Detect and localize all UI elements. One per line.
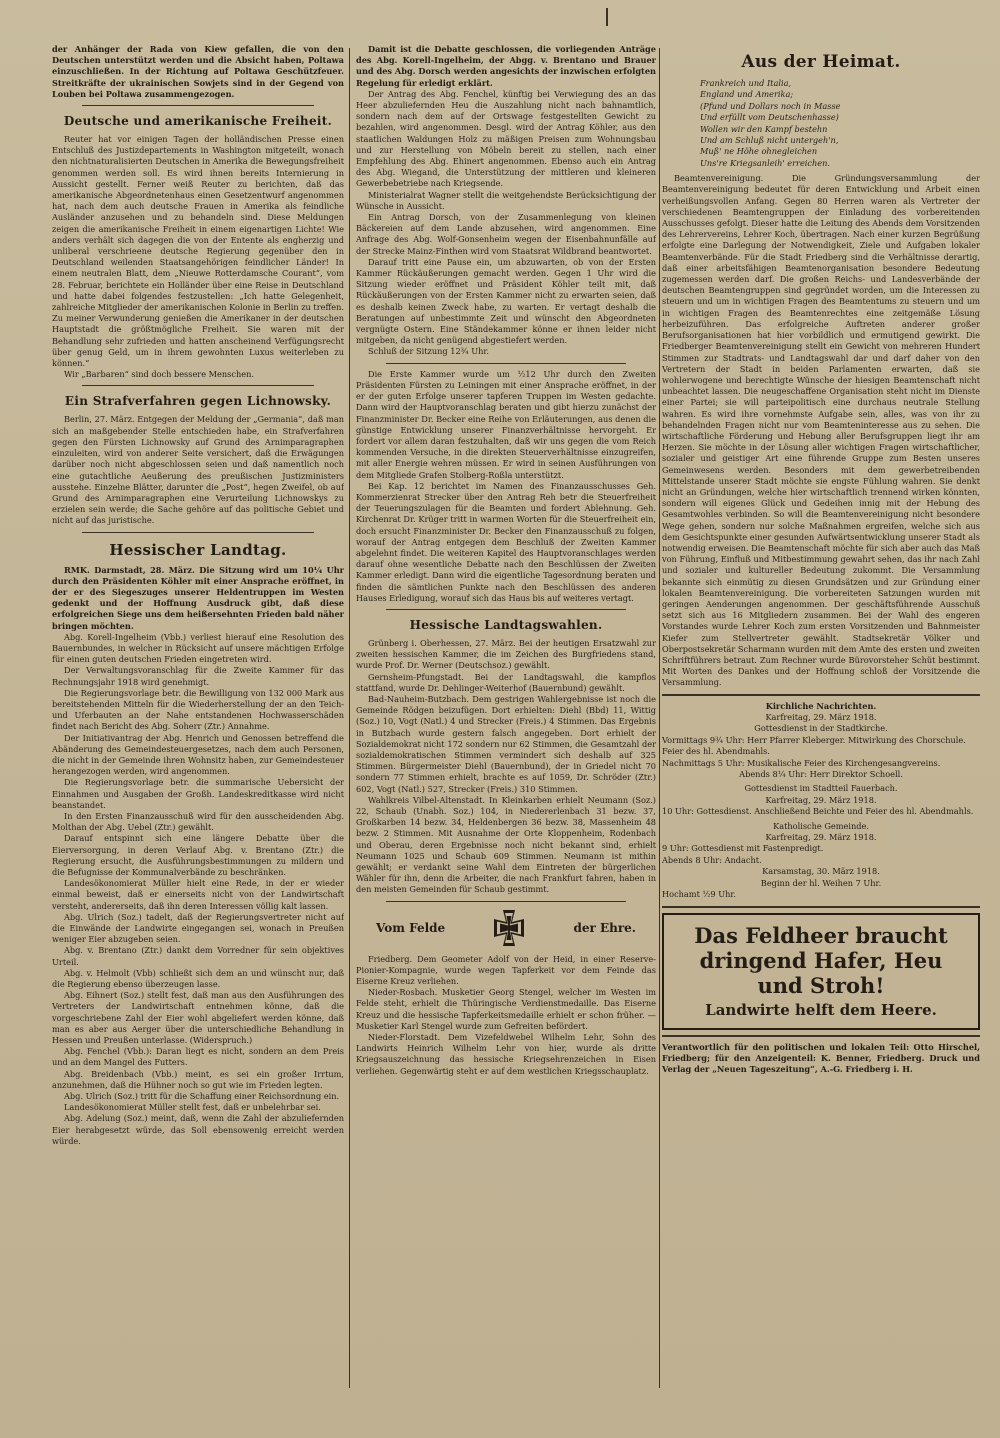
church-title: Kirchliche Nachrichten.: [765, 700, 877, 711]
column-rule: [659, 48, 660, 1388]
separator: [662, 1035, 980, 1037]
church-line: Karfreitag, 29. März 1918.: [765, 832, 877, 843]
separator: [82, 532, 314, 533]
article-title: Hessischer Landtag.: [109, 540, 287, 559]
article-paragraph: Abg. Ulrich (Soz.) tadelt, daß der Regierungsvertreter nicht auf die Einwände der Landwirte eingegangen sei, wonach in Preußen weniger Eier abzugeben seien.: [52, 911, 344, 945]
honor-heading: [376, 908, 636, 948]
article-paragraph: Gernsheim-Pfungstadt. Bei der Landtagswahl, die kampflos stattfand, wurde Dr. Dehlinger-Weiterhof (Bauernbund) gewählt.: [356, 671, 656, 693]
article-paragraph: Landesökonomierat Müller stellt fest, daß er unbelehrbar sei.: [64, 1102, 321, 1113]
article-paragraph: In den Ersten Finanzausschuß wird für den ausscheidenden Abg. Molthan der Abg. Uebel (Ztr.) gewählt.: [52, 810, 344, 833]
church-line: Karfreitag, 29. März 1918.: [765, 712, 877, 722]
article-paragraph: Abg. Fenchel (Vbb.): Daran liegt es nicht, sondern an dem Preis und an dem Mangel des Futters.: [52, 1046, 344, 1068]
article-paragraph: Nieder-Rosbach. Musketier Georg Stengel, welcher im Westen im Felde steht, erhielt die Thüringische Verdienstmedaille. Das Eiserne Kreuz und die hessische Tapferkeitsmedaille erhielt er schon früher. — Musketier Karl Stengel wurde zum Gefreiten befördert.: [356, 987, 656, 1031]
article-paragraph: Ein Antrag Dorsch, von der Zusammenlegung von kleinen Bäckereien auf dem Lande abzusehen, wird angenommen. Eine Anfrage des Abg. Wolf-Gonsenheim wegen der Eisenbahnunfälle auf der Strecke Mainz-Finthen wird vom Staatsrat Wildbrand beantwortet.: [356, 212, 656, 256]
poem-line: Und am Schluß nicht untergeh'n,: [700, 135, 839, 146]
church-line: Abends 8 Uhr: Andacht.: [662, 854, 762, 865]
article-paragraph: Der Initiativantrag der Abg. Henrich und Genossen betreffend die Abänderung des Gemeindesteuergesetzes, nach dem auch Personen, die nicht in der Gemeinde ihren Wohnsitz haben, zur Gemeindesteuer herangezogen werden, wird angenommen.: [52, 732, 344, 777]
article-paragraph: Bad-Nauheim-Butzbach. Dem gestrigen Wahlergebnisse ist noch die Gemeinde Rödgen beizufügen. Dort erhielten: Diehl (Bbd) 11, Wittig (Soz.) 10, Vogt (Natl.) 4 und Strecker (Freis.) 4 Stimmen. Das Ergebnis in Butzbach wurde gestern falsch angegeben. Dort erhielt der Sozialdemokrat nicht 172 sondern nur 62 Stimmen, die Gesamtzahl der sozialdemokratischen Stimmen vermindert sich deshalb auf 325 Stimmen. Bürgermeister Diehl (Bauernbund), der in Griedel nicht 70 sondern 77 Stimmen erhielt, brachte es auf 1059, Dr. Schröder (Ztr.) 602, Vogt (Natl.) 527, Strecker (Freis.) 310 Stimmen.: [356, 693, 656, 794]
poem-line: (Pfund und Dollars noch in Masse: [700, 100, 841, 111]
church-line: Vormittags 9¾ Uhr: Herr Pfarrer Kleberger. Mitwirkung des Chorschule. Feier des hl. Abendmahls.: [662, 734, 966, 757]
church-line: Abends 8¼ Uhr: Herr Direktor Schoell.: [739, 769, 903, 780]
article-paragraph: Friedberg. Dem Geometer Adolf von der Heid, in einer Reserve-Pionier-Kompagnie, wurde wegen Tapferkeit vor dem Feinde das Eiserne Kreuz verliehen.: [356, 953, 656, 987]
article-paragraph: Wahlkreis Vilbel-Altenstadt. In Kleinkarben erhielt Neumann (Soz.) 22, Schaub (Unabh. Soz.) 104, in Niedererlenbach 31 bezw. 37, Großkarben 14 bezw. 34, Heldenbergen 36 bezw. 38, Massenheim 48 bezw. 2 Stimmen. Mit Ausnahme der Orte Kloppenheim, Rodenbach und Oberau, deren Ergebnisse noch nicht bekannt sind, erhielt Neumann 1025 und Schaub 609 Stimmen. Neumann ist mithin gewählt; er verdankt seine Wahl dem Eintreten der bürgerlichen Wähler für ihn, denn die Arbeiter, die nach Frankfurt fahren, haben in den meisten Gemeinden für Schaub gestimmt.: [356, 794, 656, 895]
article-paragraph: Wir „Barbaren“ sind doch bessere Menschen.: [64, 369, 254, 380]
article-paragraph: Darauf tritt eine Pause ein, um abzuwarten, ob von der Ersten Kammer Rückäußerungen gemacht werden. Gegen 1 Uhr wird die Sitzung wieder eröffnet und Präsident Köhler teilt mit, daß Rückäußerungen von der Ersten Kammer nicht zu erwarten seien, daß es deshalb keinen Zweck habe, zu warten. Er vertagt deshalb die Beratungen auf unbestimmte Zeit und wünscht den Abgeordneten vergnügte Ostern. Eine Ständekammer könne er ihnen leider nicht mitgeben, da nicht genügend abgestiefert werden.: [356, 256, 656, 346]
intro-paragraph: der Anhänger der Rada von Kiew gefallen, die von den Deutschen unterstützt werden und die Absicht haben, Poltawa einzuschließen. In der Richtung auf Poltawa Geschützfeuer. Streitkräfte der ukrainischen Sowjets sind in der Gegend von Louben bei Poltawa zusammengezogen.: [52, 44, 344, 99]
article-paragraph: Der Antrag des Abg. Fenchel, künftig bei Verwiegung des an das Heer abzuliefernden Heu die Auszahlung nicht nach bahnamtlich, sondern nach dem auf der Ortswage festgestellten Gewicht zu bezahlen, wird angenommen. Desgl. wird der Antrag Köhler, aus den staatlichen Waldungen Holz zu mäßigen Preisen zum Wohnungsbau und zur Herstellung von Möbeln bereit zu stellen, nach einer Empfehlung des Abg. Ehinert angenommen. Ebenso auch ein Antrag des Abg. Wiegand, die Unterstützung der mittleren und kleineren Gewerbebetriebe nach Kriegsende.: [356, 88, 656, 189]
article-title: Hessische Landtagswahlen.: [409, 617, 603, 632]
article-paragraph: Die Regierungsvorlage betr. die summarische Uebersicht der Einnahmen und Ausgaben der Großh. Landeskreditkasse wird nicht beanstandet.: [52, 777, 344, 810]
honor-heading-left: Vom Felde: [376, 920, 446, 935]
article-paragraph: Abg. Eihnert (Soz.) stellt fest, daß man aus den Ausführungen des Vertreters der Landwirtschaft entnehmen könne, daß die vorgeschriebene Zahl der Eier wohl abgeliefert werden könne, daß man es aber aus Aerger über die unterschiedliche Behandlung in Hessen und Preußen unterlasse. (Widerspruch.): [52, 990, 344, 1046]
page-mark: [606, 8, 608, 26]
separator: [386, 609, 626, 610]
church-line: Katholische Gemeinde.: [773, 820, 869, 831]
article-paragraph: Grünberg i. Oberhessen, 27. März. Bei der heutigen Ersatzwahl zur zweiten hessischen Kammer, die im Zeichen des Burgfriedens stand, wurde Prof. Dr. Werner (Deutschsoz.) gewählt.: [356, 637, 656, 671]
church-line: Beginn der hl. Weihen 7 Uhr.: [760, 877, 882, 888]
article-title: Ein Strafverfahren gegen Lichnowsky.: [64, 394, 332, 409]
article-paragraph: Abg. v. Helmolt (Vbb) schließt sich dem an und wünscht nur, daß die Regierung ebenso überzeugen lasse.: [52, 967, 344, 990]
column-3: [662, 44, 980, 1414]
separator: [82, 105, 314, 106]
poem-line: Wollen wir den Kampf bestehn: [700, 123, 828, 134]
ad-line: Das Feldheer braucht: [694, 922, 948, 948]
article-paragraph: Darauf entspinnt sich eine längere Debatte über die Eierversorgung, in deren Verlauf Abg. v. Brentano (Ztr.) die Regierung ersucht, die Ausführungsbestimmungen zu mildern und die Befugnisse der Kommunalverbände zu beschränken.: [52, 833, 344, 877]
church-line: 10 Uhr: Gottesdienst. Anschließend Beichte und Feier des hl. Abendmahls.: [662, 806, 974, 817]
honor-heading-right: der Ehre.: [573, 920, 636, 935]
article-paragraph: Abg. Ulrich (Soz.) tritt für die Schaffung einer Reichsordnung ein.: [64, 1091, 340, 1102]
article-paragraph: Abg. v. Brentano (Ztr.) dankt dem Vorredner für sein objektives Urteil.: [52, 945, 344, 967]
article-paragraph: Abg. Korell-Ingelheim (Vbb.) verliest hierauf eine Resolution des Bauernbundes, in welcher in Rücksicht auf unsere mächtigen Erfolge für einen guten deutschen Frieden eingetreten wird.: [52, 631, 344, 665]
ad-line: dringend Hafer, Heu: [699, 947, 943, 973]
separator: [662, 694, 980, 696]
article-paragraph: Der Verwaltungsvoranschlag für die Zweite Kammer für das Rechnungsjahr 1918 wird genehmigt.: [52, 665, 344, 687]
article-paragraph: Beamtenvereinigung. Die Gründungsversammlung der Beamtenvereinigung bedeutet für deren Entwicklung und Arbeit einen verheißungsvollen Anfang. Gegen 80 Herren waren als Vertreter der verschiedenen Beamtengruppen der Einladung des vorbereitenden Ausschusses gefolgt. Dieser hatte die Leitung des Abends dem Vorsitzenden des Lehrervereins, Lehrer Koch, übertragen. Nach einer kurzen Begrüßung erfolgte eine Darlegung der Notwendigkeit, Ziele und Aufgaben lokaler Beamtenverbände. Für die Stadt Friedberg sind die Verhältnisse derartig, daß einer arbeitsfähigen Beamtenorganisation besondere Bedeutung zugemessen werden darf. Die großen Reichs- und Landesverbände der deutschen Beamtengruppen sind gegründet worden, um die Interessen zu steuern und um in wichtigen Fragen des Beamtentums zu steuern und um in wichtigen Fragen des Beamtenrechtes eine zeitgemäße Lösung herbeizuführen. Das erfolgreiche Auftreten anderer großer Berufsorganisationen hat hier vorbildlich und ermutigend gewirkt. Die Friedberger Beamtenvereinigung stellt ein Gewicht von mehreren Hundert Stimmen zur Stadtrats- und Landtagswahl dar und darf daher von den Vertretern der Stadt in beiden Parlamenten erwarten, daß sie wohlerwogene und berechtigte Wünsche der hiesigen Beamtenschaft nicht unbeachtet lassen. Die neugeschaffene Organisation steht nicht im Dienste einer Partei; sie will parteipolitisch eine durchaus neutrale Stellung wahren. Es wird ihre vornehmste Aufgabe sein, alles, was von ihr zu behandelnden Fragen nicht nur vom Beamteninteresse aus zu sehen. Die wirtschaftliche Förderung und Hebung aller Berufsgruppen liegt ihr am Herzen. Sie möchte in der Lösung aller wichtigen Fragen wirtschaftlicher, sozialer und geistiger Art eine führende Gruppe zum Besten unseres Gemeinwesens werden. Besonders mit dem gewerbetreibenden Mittelstande unserer Stadt möchte sie engste Fühlung wahren. Sie denkt nicht an Gründungen, welche hier wirtschaftlich trennend wirken könnten, sondern will eigenes Glück und Gedeihen innig mit der Hebung des Gesamtwohles verbinden. So will die Beamtenvereinigung nicht besondere Wege gehen, sondern nur solche Maßnahmen ergreifen, welche sich aus dem Gesichtspunkte einer gesunden Aufwärtsentwicklung unserer Stadt als notwendig erweisen. Die Beamtenschaft möchte für sich aber auch das Maß von Führung, Einfluß und Mitbestimmung gewahrt sehen, das ihr nach Zahl und sozialer und kultureller Bedeutung zukommt. Die Versammlung bekannte sich einmütig zu diesen Grundsätzen und zur Gründung einer lokalen Beamtenvereinigung. Die vorbereiteten Satzungen wurden mit geringen Aenderungen angenommen. Der geschäftsführende Ausschuß setzt sich aus 16 Mitgliedern zusammen. Bei der Wahl des engeren Vorstandes wurde Lehrer Koch zum ersten Vorsitzenden und Bahnmeister Kiefer zum Stellvertreter gewählt. Stadtsekretär Völker und Oberpostsekretär Scharmann wurden mit dem Amte des ersten und zweiten Schriftführers betraut. Zum Rechner wurde Bürovorsteher Schüt bestimmt. Mit Worten des Dankes und der Hoffnung schloß der Vorsitzende die Versammlung.: [662, 173, 980, 688]
article-paragraph: Die Regierungsvorlage betr. die Bewilligung von 132 000 Mark aus bereitstehenden Mitteln für die Wiederherstellung der an den Teich- und Uferbauten an der Nahe entstandenen Hochwasserschäden findet nach Bericht des Abg. Soherr (Ztr.) Annahme.: [52, 687, 344, 732]
column-2: [356, 44, 656, 1414]
church-line: Gottesdienst in der Stadtkirche.: [754, 723, 888, 734]
poem-line: England und Amerika;: [700, 89, 794, 100]
separator: [386, 901, 626, 902]
intro-paragraph: Damit ist die Debatte geschlossen, die vorliegenden Anträge des Abg. Korell-Ingelheim, der Abgg. v. Brentano und Brauer und des Abg. Dorsch werden angesichts der inzwischen erfolgten Regelung für erledigt erklärt.: [356, 44, 656, 88]
ad-line: Landwirte helft dem Heere.: [705, 1000, 937, 1019]
separator: [662, 906, 980, 908]
article-lead: RMK. Darmstadt, 28. März. Die Sitzung wird um 10¼ Uhr durch den Präsidenten Köhler mit einer Ansprache eröffnet, in der er des Siegeszuges unserer Heldentruppen im Westen gedenkt und der Hoffnung Ausdruck gibt, daß diese erfolgreichen Siege uns dem heißersehnten Frieden bald näher bringen möchten.: [52, 564, 344, 631]
poem-line: Frankreich und Italia,: [700, 78, 792, 88]
article-title: Aus der Heimat.: [741, 52, 901, 72]
article-paragraph: Berlin, 27. März. Entgegen der Meldung der „Germania“, daß man sich an maßgebender Stelle entschieden habe, ein Strafverfahren gegen den Fürsten Lichnowsky auf Grund des Arnimparagraphen einzuleiten, wird von anderer Seite versichert, daß die Erwägungen darüber noch nicht abgeschlossen seien und daß namentlich noch eine gutachtliche Aeußerung des preußischen Justizministers ausstehe. Einzelne Blätter, darunter die „Post“, hegen Zweifel, ob auf Grund des Arnimparagraphen eine Verurteilung Lichnowskys zu erzielen sein werde; die Sache gehöre auf das politische Gebiet und nicht auf das juristische.: [52, 414, 344, 526]
poem-line: Uns're Kriegsanleih' erreichen.: [700, 157, 831, 168]
church-line: Gottesdienst im Stadtteil Fauerbach.: [744, 783, 898, 794]
imprint: Verantwortlich für den politischen und lokalen Teil: Otto Hirschel, Friedberg; für den Anzeigenteil: K. Benner, Friedberg. Druck und Verlag der „Neuen Tageszeitung“, A.-G. Friedberg i. H.: [662, 1041, 980, 1074]
article-paragraph: Reuter hat vor einigen Tagen der holländischen Presse einen Entschluß des Justizdepartements in Washington mitgeteilt, wonach den nichtnaturalisierten Deutschen in Amerika die Bewegungsfreiheit genommen werden soll. Es wird ihnen bereits Internierung in Aussicht gestellt. Ferner weiß Reuter zu berichten, daß das amerikanische Abgeordnetenhaus einen Gesetzentwurf angenommen hat, nach dem auch deutsche Frauen in Amerika als feindliche Ausländer anzusehen und zu behandeln sind. Diese Meldungen zeigen die amerikanische Freiheit in einem eigenartigen Lichte! Wie anders verhält sich dagegen die von der Entente als engherzig und unliberal verschrieene deutsche Regierung gegenüber den in Deutschland weilenden Staatsangehörigen feindlicher Länder! In einem neutralen Blatt, dem „Nieuwe Rotterdamsche Courant“, vom 28. Februar, berichtete ein Holländer über eine Reise in Deutschland und hatte dabei folgendes festzustellen: „Ich hatte Gelegenheit, zahlreiche Mitglieder der amerikanischen Kolonie in Berlin zu treffen. Zu meiner Verwunderung genießen die Amerikaner in der deutschen Hauptstadt die größtmögliche Freiheit. Sie waren mit der Behandlung sehr zufrieden und hatten anscheinend Verfügungsrecht über genug Geld, um in ihrem gewohnten Luxus weiterleben zu können.“: [52, 134, 344, 369]
poem-line: Und erfüllt vom Deutschenhasse): [700, 112, 839, 123]
article-paragraph: Bei Kap. 12 berichtet im Namen des Finanzausschusses Geh. Kommerzienrat Strecker über den Antrag Reh betr die Steuerfreiheit der Teuerungszulagen für die Beamten und fordert Ablehnung. Geh. Kirchenrat Dr. Krüger tritt in warmen Worten für die Steuerfreiheit ein, doch ersucht Finanzminister Dr. Becker den Finanzausschuß zu folgen, worauf der Antrag entgegen dem Beschluß der Zweiten Kammer abgelehnt findet. Die weiteren Kapitel des Hauptvoranschlages werden darauf ohne wesentliche Debatte nach den Beschlüssen der Zweiten Kammer erledigt. Dann wird die eigentliche Tagesordnung beraten und finden die sämtlichen Punkte nach den Beschlüssen des anderen Hauses Erledigung, worauf sich das Haus bis auf weiteres vertagt.: [356, 480, 656, 603]
article-paragraph: Abg. Adelung (Soz.) meint, daß, wenn die Zahl der abzuliefernden Eier herabgesetzt würde, das Soll ebensowenig erreicht werden würde.: [52, 1113, 344, 1146]
article-paragraph: Schluß der Sitzung 12¾ Uhr.: [368, 346, 490, 357]
article-title: Deutsche und amerikanische Freiheit.: [63, 114, 333, 129]
separator: [82, 385, 314, 386]
article-paragraph: Die Erste Kammer wurde um ½12 Uhr durch den Zweiten Präsidenten Fürsten zu Leiningen mit einer Ansprache eröffnet, in der er der guten Erfolge unserer tapferen Truppen im Westen gedachte. Dann wird der Hauptvoranschlag beraten und gibt hierzu zunächst der Finanzminister Dr. Becker eine Reihe von Erläuterungen, aus denen die günstige Entwicklung unserer Finanzverhältnisse hervorgeht. Er fordert vor allem daran festzuhalten, daß wir uns gegen die vom Reich kommenden Versuche, in die direkten Steuerverhältnisse einzugreifen, mit aller Energie wehren müssen. Er wird in seinen Ausführungen von dem Mitgliede Grafen Stolberg-Roßla unterstützt.: [356, 368, 656, 480]
advertisement-box: [662, 913, 980, 1030]
ad-line: und Stroh!: [757, 972, 885, 998]
church-line: Karsamstag, 30. März 1918.: [762, 866, 880, 877]
article-paragraph: Abg. Breidenbach (Vbb.) meint, es sei ein großer Irrtum, anzunehmen, daß die Hühner noch so gut wie im Frieden legten.: [52, 1068, 344, 1090]
column-1: [52, 44, 344, 1414]
column-rule: [349, 48, 350, 1388]
poem-line: Muß' ne Höhe ohnegleichen: [700, 146, 818, 157]
article-paragraph: Landesökonomierat Müller hielt eine Rede, in der er wieder einmal beweist, daß er einerseits nicht von der Landwirtschaft versteht, andererseits, daß ihn deren Interessen völlig kalt lassen.: [52, 878, 344, 911]
church-line: 9 Uhr: Gottesdienst mit Fastenpredigt.: [662, 843, 824, 854]
separator: [386, 363, 626, 364]
church-line: Karfreitag, 29. März 1918.: [765, 794, 877, 805]
church-line: Hochamt ½9 Uhr.: [662, 889, 737, 900]
article-paragraph: Nieder-Florstadt. Dem Vizefeldwebel Wilhelm Lehr, Sohn des Landwirts Heinrich Wilhelm Lehr von hier, wurde als dritte Kriegsauszeichnung das hessische Kriegsehrenzeichen in Eisen verliehen. Gegenwärtig steht er auf dem westlichen Kriegsschauplatz.: [356, 1032, 656, 1076]
article-paragraph: Ministerialrat Wagner stellt die weitgehendste Berücksichtigung der Wünsche in Aussicht.: [356, 189, 656, 211]
iron-cross-icon: [489, 908, 529, 948]
church-line: Nachmittags 5 Uhr: Musikalische Feier des Kirchengesangvereins.: [662, 757, 941, 768]
